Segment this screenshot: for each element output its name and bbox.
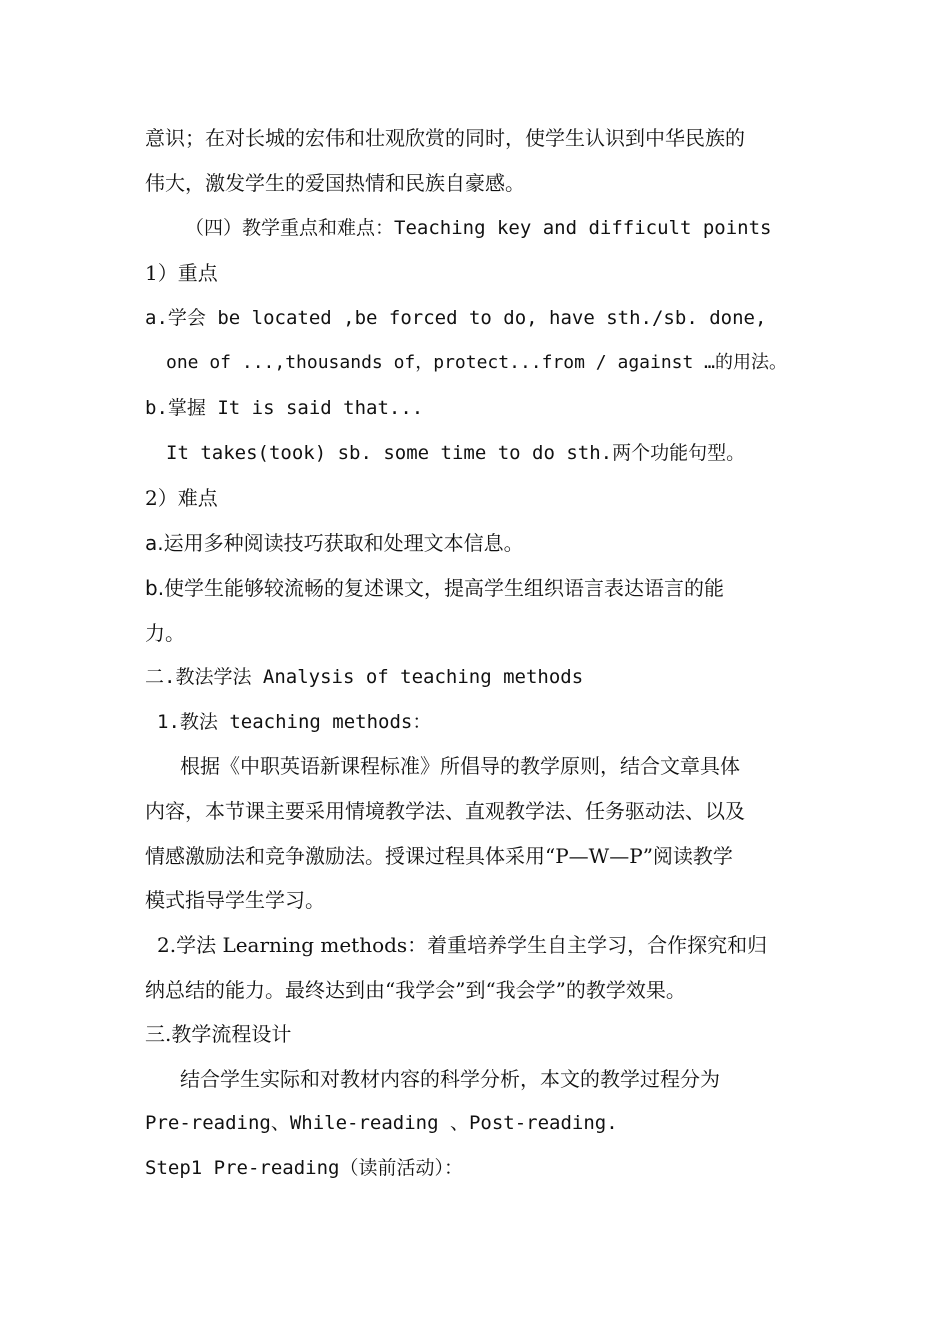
- section-heading-methods: 二.教法学法 Analysis of teaching methods: [145, 666, 584, 688]
- paragraph-line: 伟大，激发学生的爱国热情和民族自豪感。: [145, 171, 525, 195]
- subheading-difficult: 2）难点: [145, 486, 218, 510]
- paragraph-line: Pre-reading、While-reading 、Post-reading.: [145, 1112, 618, 1134]
- subheading-key: 1）重点: [145, 261, 218, 285]
- list-item-continuation: one of ...,thousands of，protect...from / against …的用法。: [166, 352, 788, 373]
- list-item-continuation: 力。: [145, 621, 185, 645]
- section-heading-process: 三.教学流程设计: [145, 1022, 292, 1046]
- step-heading: Step1 Pre-reading（读前活动）：: [145, 1157, 463, 1179]
- list-item: b.掌握 It is said that...: [145, 397, 424, 419]
- subheading-learning-methods: 2.学法 Learning methods：着重培养学生自主学习，合作探究和归: [157, 933, 768, 957]
- paragraph-line: 纳总结的能力。最终达到由“我学会”到“我会学”的教学效果。: [145, 978, 686, 1002]
- list-item: a.学会 be located ,be forced to do, have sth./sb. done,: [145, 307, 767, 329]
- section-heading-key-points: （四）教学重点和难点：Teaching key and difficult points: [185, 217, 772, 239]
- paragraph-line: 模式指导学生学习。: [145, 888, 325, 912]
- list-item-continuation: It takes(took) sb. some time to do sth.两个功能句型。: [166, 442, 746, 464]
- list-item: b.使学生能够较流畅的复述课文，提高学生组织语言表达语言的能: [145, 576, 725, 600]
- list-item: a.运用多种阅读技巧获取和处理文本信息。: [145, 531, 524, 555]
- paragraph-line: 内容，本节课主要采用情境教学法、直观教学法、任务驱动法、以及: [145, 799, 745, 823]
- paragraph-line: 意识；在对长城的宏伟和壮观欣赏的同时，使学生认识到中华民族的: [145, 126, 745, 150]
- paragraph-line: 根据《中职英语新课程标准》所倡导的教学原则，结合文章具体: [180, 754, 740, 778]
- subheading-teaching-methods: 1.教法 teaching methods：: [157, 711, 432, 733]
- paragraph-line: 结合学生实际和对教材内容的科学分析，本文的教学过程分为: [180, 1067, 720, 1091]
- paragraph-line: 情感激励法和竞争激励法。授课过程具体采用“P—W—P”阅读教学: [145, 844, 733, 868]
